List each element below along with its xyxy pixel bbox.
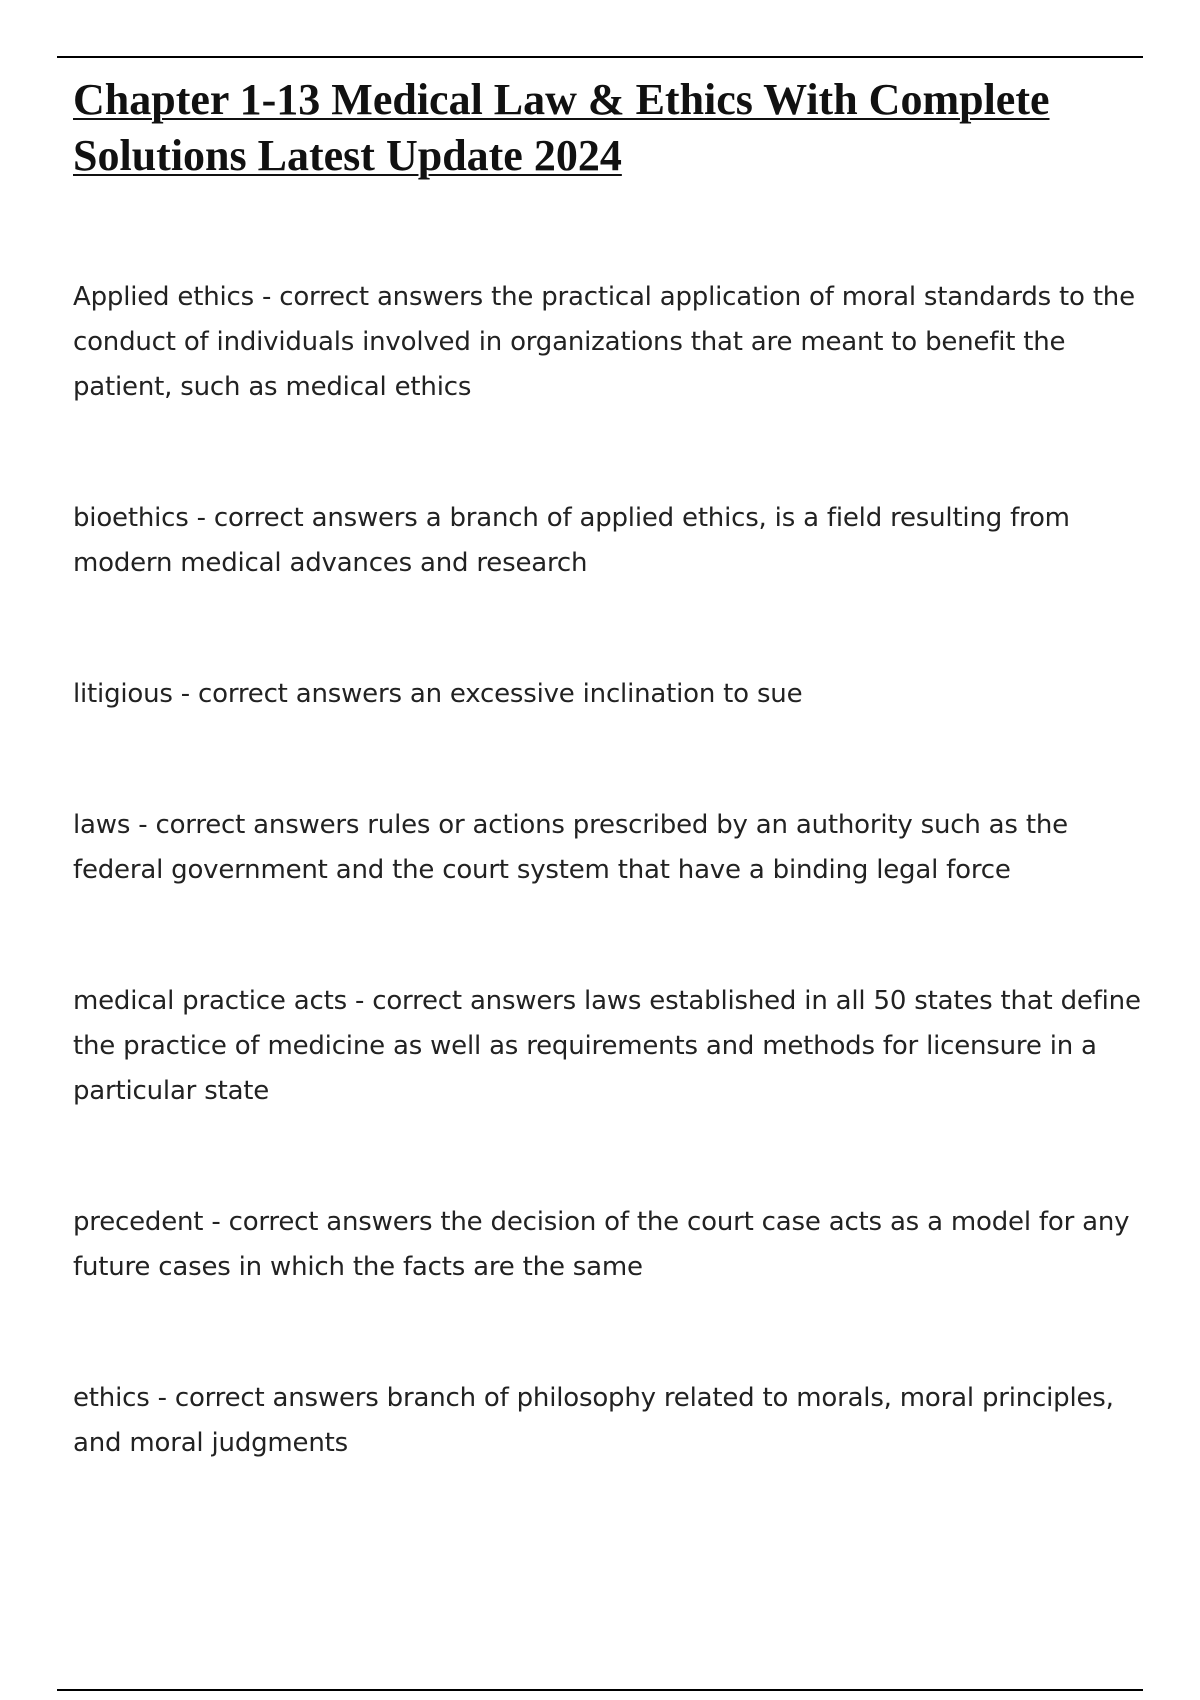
definition-line: conduct of individuals involved in organizations that are meant to benefit the	[73, 327, 1066, 357]
definition-entry-precedent	[73, 1200, 1163, 1290]
definition-entry-applied-ethics	[73, 275, 1163, 410]
definition-entry-laws	[73, 803, 1163, 893]
definition-entry-medical-practice-acts	[73, 979, 1163, 1114]
definition-line: the practice of medicine as well as requirements and methods for licensure in a	[73, 1031, 1097, 1061]
definition-line: Applied ethics - correct answers the practical application of moral standards to the	[73, 282, 1135, 312]
document-title	[73, 72, 1173, 184]
definition-line: patient, such as medical ethics	[73, 372, 472, 402]
definition-entry-litigious	[73, 672, 1163, 717]
definition-line: particular state	[73, 1076, 270, 1106]
definition-line: ethics - correct answers branch of philosophy related to morals, moral principles,	[73, 1383, 1114, 1413]
title-line-1: Chapter 1-13 Medical Law & Ethics With Complete	[73, 75, 1050, 124]
definition-line: and moral judgments	[73, 1428, 348, 1458]
definition-line: future cases in which the facts are the same	[73, 1252, 643, 1282]
bottom-divider	[57, 1689, 1143, 1691]
definition-entry-bioethics	[73, 496, 1163, 586]
definition-line: bioethics - correct answers a branch of applied ethics, is a field resulting from	[73, 503, 1070, 533]
definition-line: modern medical advances and research	[73, 548, 588, 578]
definition-line: litigious - correct answers an excessive inclination to sue	[73, 679, 803, 709]
definition-line: precedent - correct answers the decision of the court case acts as a model for any	[73, 1207, 1130, 1237]
definition-line: federal government and the court system that have a binding legal force	[73, 855, 1011, 885]
title-line-2: Solutions Latest Update 2024	[73, 131, 622, 180]
top-divider	[57, 56, 1143, 58]
definitions-list	[73, 275, 1163, 1466]
definition-line: medical practice acts - correct answers laws established in all 50 states that define	[73, 986, 1141, 1016]
definition-line: laws - correct answers rules or actions prescribed by an authority such as the	[73, 810, 1068, 840]
definition-entry-ethics	[73, 1376, 1163, 1466]
